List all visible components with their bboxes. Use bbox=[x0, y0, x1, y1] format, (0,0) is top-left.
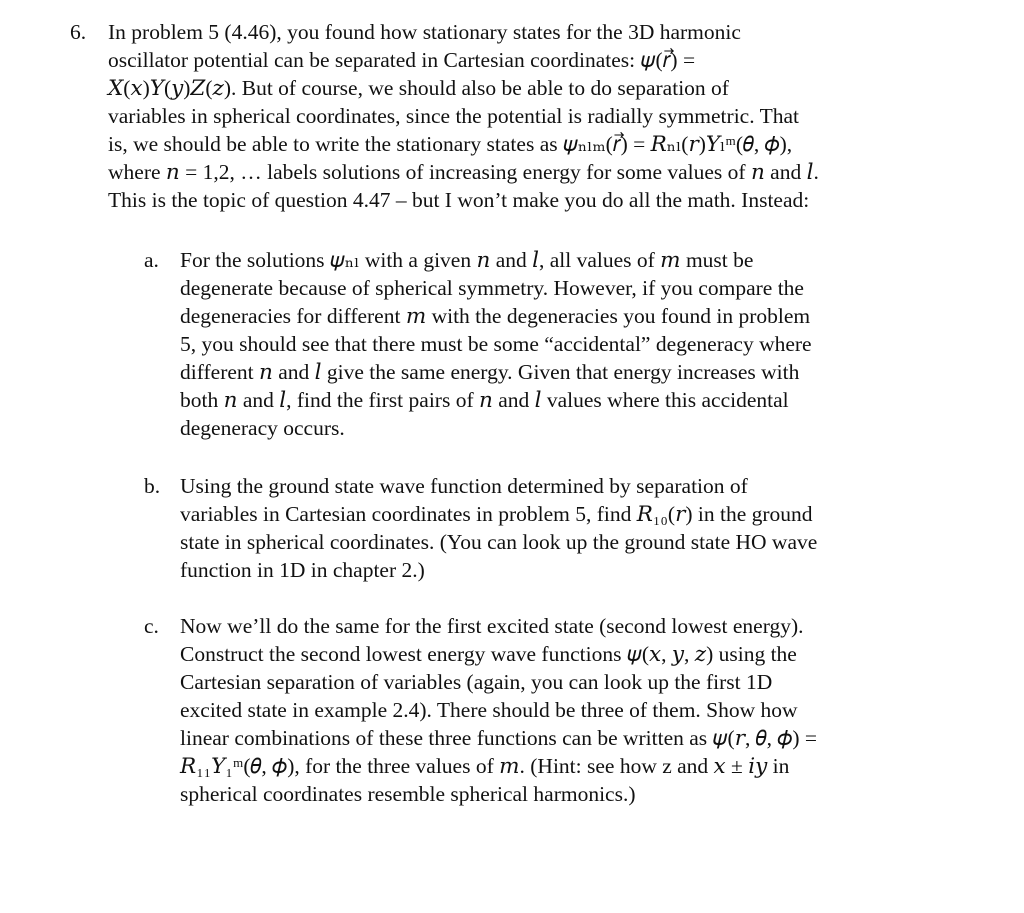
problem-line: In problem 5 (4.46), you found how stationary states for the 3D harmonic bbox=[108, 20, 741, 44]
problem-line: oscillator potential can be separated in Cartesian coordinates: 𝜓(𝑟⃗) = bbox=[108, 48, 696, 72]
problem-line: variables in spherical coordinates, since the potential is radially symmetric. That bbox=[108, 104, 799, 128]
problem-line: 𝑋(𝑥)𝑌(𝑦)𝑍(𝑧). But of course, we should also be able to do separation of bbox=[108, 76, 729, 100]
part-line: 𝑅₁₁𝑌₁ᵐ(𝜃, 𝜙), for the three values of 𝑚. (Hint: see how z and 𝑥 ± 𝑖𝑦 in bbox=[180, 754, 790, 778]
part-c-label: c. bbox=[144, 614, 159, 638]
part-a-label: a. bbox=[144, 248, 159, 272]
part-line: variables in Cartesian coordinates in problem 5, find 𝑅₁₀(𝑟) in the ground bbox=[180, 502, 813, 526]
part-line: degenerate because of spherical symmetry. However, if you compare the bbox=[180, 276, 804, 300]
part-line: both 𝑛 and 𝑙, find the first pairs of 𝑛 and 𝑙 values where this accidental bbox=[180, 388, 789, 412]
problem-line: where 𝑛 = 1,2, … labels solutions of increasing energy for some values of 𝑛 and 𝑙. bbox=[108, 160, 819, 184]
part-line: state in spherical coordinates. (You can look up the ground state HO wave bbox=[180, 530, 818, 554]
part-line: excited state in example 2.4). There should be three of them. Show how bbox=[180, 698, 798, 722]
part-line: linear combinations of these three functions can be written as 𝜓(𝑟, 𝜃, 𝜙) = bbox=[180, 726, 818, 750]
part-line: function in 1D in chapter 2.) bbox=[180, 558, 425, 582]
part-line: degeneracy occurs. bbox=[180, 416, 345, 440]
part-line: Cartesian separation of variables (again, you can look up the first 1D bbox=[180, 670, 773, 694]
part-line: different 𝑛 and 𝑙 give the same energy. Given that energy increases with bbox=[180, 360, 800, 384]
part-line: Construct the second lowest energy wave functions 𝜓(𝑥, 𝑦, 𝑧) using the bbox=[180, 642, 797, 666]
part-line: spherical coordinates resemble spherical harmonics.) bbox=[180, 782, 636, 806]
part-line: degeneracies for different 𝑚 with the degeneracies you found in problem bbox=[180, 304, 811, 328]
problem-line: This is the topic of question 4.47 – but I won’t make you do all the math. Instead: bbox=[108, 188, 810, 212]
part-line: For the solutions 𝜓ₙₗ with a given 𝑛 and 𝑙, all values of 𝑚 must be bbox=[180, 248, 754, 272]
problem-number: 6. bbox=[70, 20, 87, 44]
part-b-label: b. bbox=[144, 474, 161, 498]
part-line: Using the ground state wave function determined by separation of bbox=[180, 474, 748, 498]
part-line: 5, you should see that there must be some “accidental” degeneracy where bbox=[180, 332, 812, 356]
problem-line: is, we should be able to write the stationary states as 𝜓ₙₗₘ(𝑟⃗) = 𝑅ₙₗ(𝑟)𝑌ₗᵐ(𝜃, 𝜙), bbox=[108, 132, 793, 156]
part-line: Now we’ll do the same for the first excited state (second lowest energy). bbox=[180, 614, 804, 638]
